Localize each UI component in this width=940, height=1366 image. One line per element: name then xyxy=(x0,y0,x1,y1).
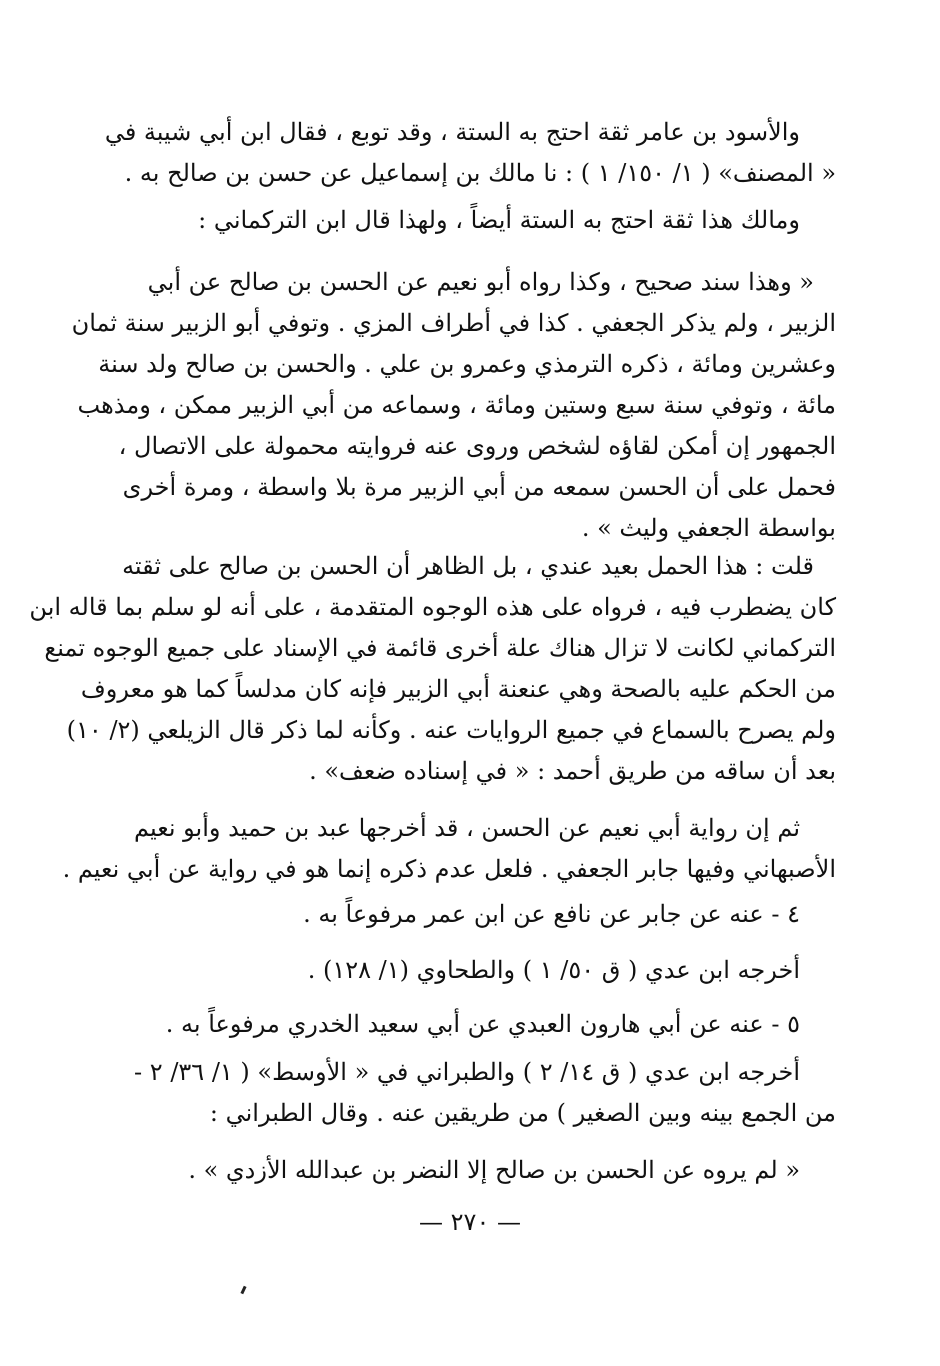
paragraph-2 xyxy=(104,200,836,241)
paragraph-abu-nuaym xyxy=(62,808,836,890)
text-line: بواسطة الجعفي وليث » . xyxy=(581,514,836,542)
text-line: قلت : هذا الحمل بعيد عندي ، بل الظاهر أن الحسن بن صالح على ثقته xyxy=(122,552,814,580)
text-line: « المصنف» ( ١/ ١٥٠/ ١ ) : نا مالك بن إسماعيل عن حسن بن صالح به . xyxy=(124,159,836,187)
text-line: وعشرين ومائة ، ذكره الترمذي وعمرو بن علي . والحسن بن صالح ولد سنة xyxy=(98,350,836,378)
text-line: أخرجه ابن عدي ( ق ١٤/ ٢ ) والطبراني في « الأوسط» ( ١/ ٣٦/ ٢ - xyxy=(134,1058,800,1086)
paragraph-1 xyxy=(104,112,836,194)
text-line: « وهذا سند صحيح ، وكذا رواه أبو نعيم عن الحسن بن صالح عن أبي xyxy=(147,268,814,296)
text-line: والأسود بن عامر ثقة احتج به الستة ، وقد توبع ، فقال ابن أبي شيبة في xyxy=(104,118,800,146)
text-line: الزبير ، ولم يذكر الجعفي . كذا في أطراف المزي . وتوفي أبو الزبير سنة ثمان xyxy=(71,309,836,337)
paragraph-qultu xyxy=(29,546,836,792)
scan-mark xyxy=(240,1286,246,1295)
tabarani-quote xyxy=(104,1150,836,1191)
text-line: بعد أن ساقه من طريق أحمد : « في إسناده ضعف» . xyxy=(309,757,836,785)
text-line: الجمهور إن أمكن لقاؤه لشخص وروى عنه فروايته محمولة على الاتصال ، xyxy=(118,432,836,460)
text-line: ومالك هذا ثقة احتج به الستة أيضاً ، ولهذا قال ابن التركماني : xyxy=(198,206,800,234)
text-line: ولم يصرح بالسماع في جميع الروايات عنه . وكأنه لما ذكر قال الزيلعي (٢/ ١٠) xyxy=(66,716,836,744)
takhrij-4 xyxy=(104,950,836,991)
quote-paragraph xyxy=(71,262,836,549)
text-line: الأصبهاني وفيها جابر الجعفي . فلعل عدم ذكره إنما هو في رواية عن أبي نعيم . xyxy=(62,855,836,883)
text-line: من الحكم عليه بالصحة وهي عنعنة أبي الزبير فإنه كان مدلساً كما هو معروف xyxy=(80,675,836,703)
hadith-chain-4 xyxy=(104,894,836,935)
text-line: ٥ - عنه عن أبي هارون العبدي عن أبي سعيد الخدري مرفوعاً به . xyxy=(165,1010,800,1038)
text-line: ٤ - عنه عن جابر عن نافع عن ابن عمر مرفوعاً به . xyxy=(303,900,800,928)
takhrij-5 xyxy=(104,1052,836,1134)
text-line: مائة ، وتوفي سنة سبع وستين ومائة ، وسماعه من أبي الزبير ممكن ، ومذهب xyxy=(77,391,836,419)
text-line: كان يضطرب فيه ، فرواه على هذه الوجوه المتقدمة ، على أنه لو سلم بما قاله ابن xyxy=(29,593,836,621)
page-number: — ٢٧٠ — xyxy=(419,1208,521,1236)
text-line: فحمل على أن الحسن سمعه من أبي الزبير مرة بلا واسطة ، ومرة أخرى xyxy=(122,473,836,501)
text-line: التركماني لكانت لا تزال هناك علة أخرى قائمة في الإسناد على جميع الوجوه تمنع xyxy=(44,634,836,662)
text-line: من الجمع بينه وبين الصغير ) من طريقين عنه . وقال الطبراني : xyxy=(209,1099,836,1127)
text-line: « لم يروه عن الحسن بن صالح إلا النضر بن عبدالله الأزدي » . xyxy=(188,1156,800,1184)
text-line: ثم إن رواية أبي نعيم عن الحسن ، قد أخرجها عبد بن حميد وأبو نعيم xyxy=(134,814,800,842)
hadith-chain-5 xyxy=(104,1004,836,1045)
text-line: أخرجه ابن عدي ( ق ٥٠/ ١ ) والطحاوي (١/ ١٢٨) . xyxy=(307,956,800,984)
